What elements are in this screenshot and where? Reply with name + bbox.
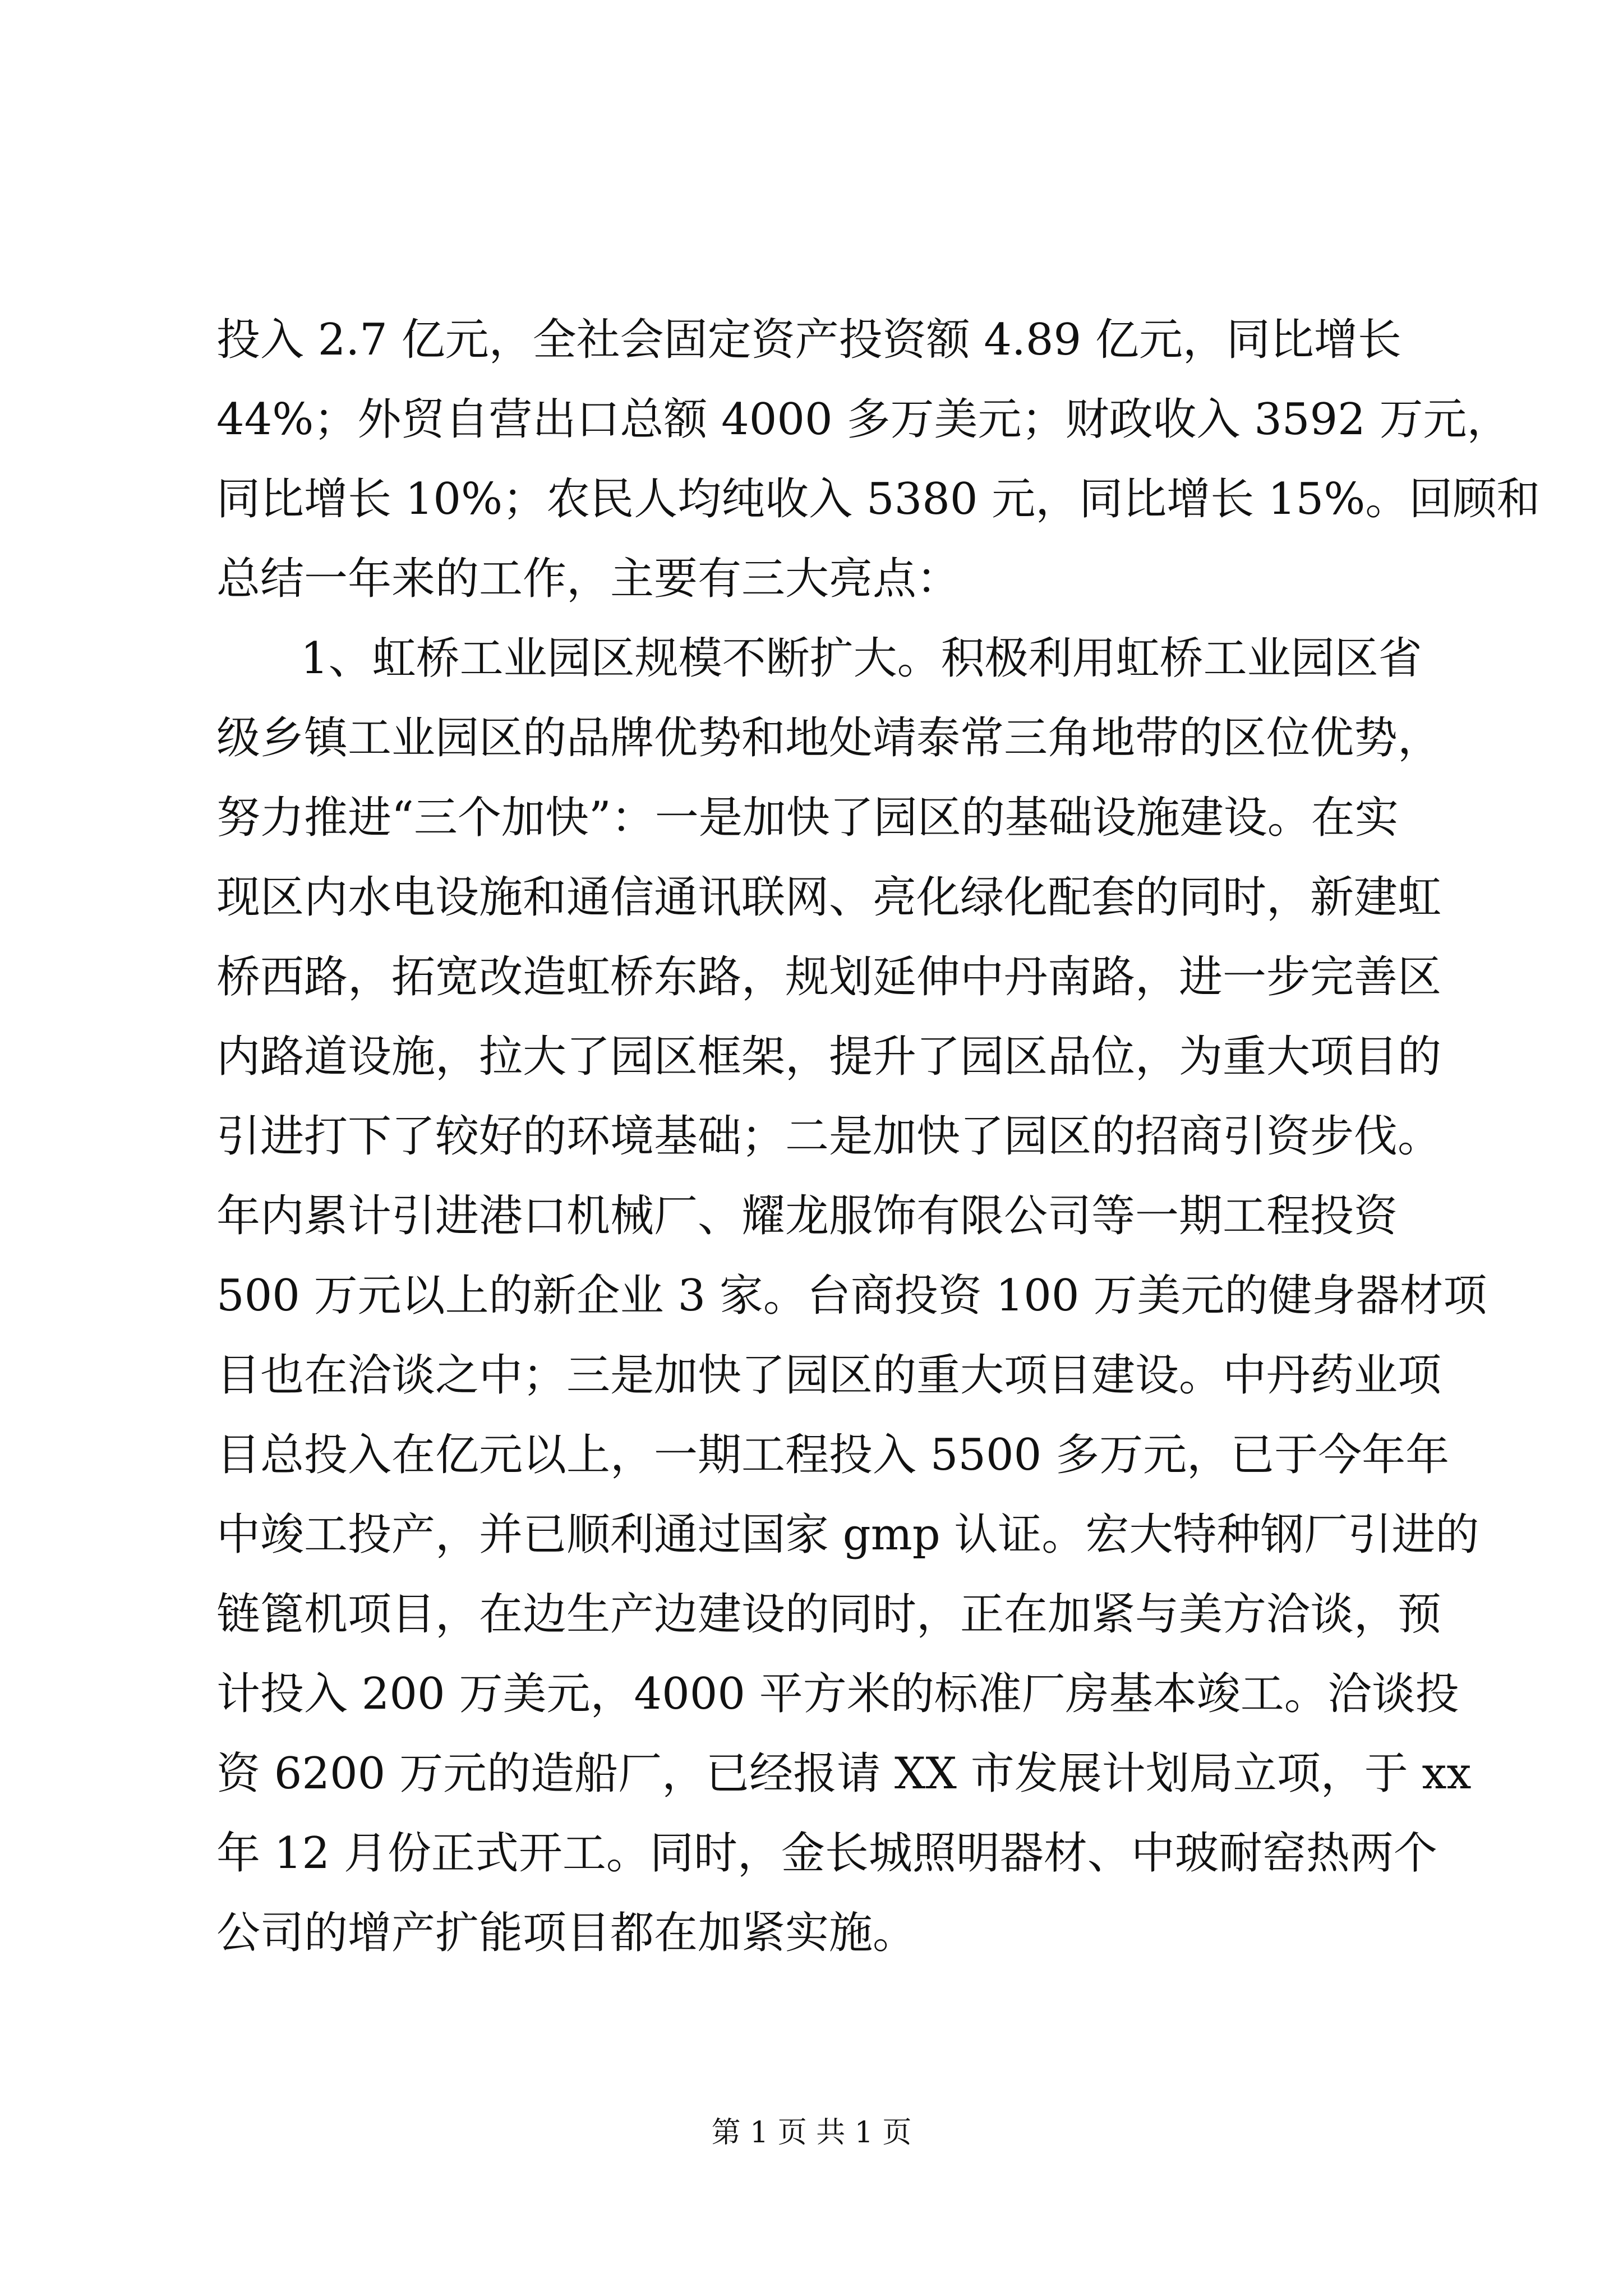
text-line: 目总投入在亿元以上，一期工程投入 5500 多万元，已于今年年 <box>216 1430 1450 1480</box>
text-line: 引进打下了较好的环境基础；二是加快了园区的招商引资步伐。 <box>216 1111 1442 1162</box>
text-line: 500 万元以上的新企业 3 家。台商投资 100 万美元的健身器材项 <box>216 1271 1487 1321</box>
text-line: 同比增长 10%；农民人均纯收入 5380 元，同比增长 15%。回顾和 <box>216 474 1541 524</box>
text-line: 级乡镇工业园区的品牌优势和地处靖泰常三角地带的区位优势， <box>216 713 1442 763</box>
text-line: 现区内水电设施和通信通讯联网、亮化绿化配套的同时，新建虹 <box>216 872 1442 923</box>
text-line: 目也在洽谈之中；三是加快了园区的重大项目建设。中丹药业项 <box>216 1350 1442 1401</box>
text-line: 资 6200 万元的造船厂，已经报请 XX 市发展计划局立项，于 xx <box>216 1749 1472 1799</box>
text-line: 年内累计引进港口机械厂、耀龙服饰有限公司等一期工程投资 <box>216 1191 1398 1241</box>
text-line: 1、虹桥工业园区规模不断扩大。积极利用虹桥工业园区省 <box>301 633 1422 684</box>
page-footer: 第 1 页 共 1 页 <box>711 2116 912 2150</box>
text-line: 努力推进“三个加快”：一是加快了园区的基础设施建设。在实 <box>216 793 1399 843</box>
text-line: 桥西路，拓宽改造虹桥东路，规划延伸中丹南路，进一步完善区 <box>216 952 1442 1002</box>
text-line: 内路道设施，拉大了园区框架，提升了园区品位，为重大项目的 <box>216 1032 1442 1082</box>
text-line: 中竣工投产，并已顺利通过国家 gmp 认证。宏大特种钢厂引进的 <box>216 1510 1479 1560</box>
text-line: 年 12 月份正式开工。同时，金长城照明器材、中玻耐窑热两个 <box>216 1828 1437 1879</box>
text-line: 链篦机项目，在边生产边建设的同时，正在加紧与美方洽谈，预 <box>216 1589 1442 1640</box>
text-line: 44%；外贸自营出口总额 4000 多万美元；财政收入 3592 万元， <box>216 394 1511 445</box>
text-line: 投入 2.7 亿元，全社会固定资产投资额 4.89 亿元，同比增长 <box>216 315 1401 365</box>
text-line: 计投入 200 万美元，4000 平方米的标准厂房基本竣工。洽谈投 <box>216 1669 1459 1719</box>
text-line: 公司的增产扩能项目都在加紧实施。 <box>216 1908 917 1958</box>
text-line: 总结一年来的工作，主要有三大亮点： <box>216 554 961 604</box>
